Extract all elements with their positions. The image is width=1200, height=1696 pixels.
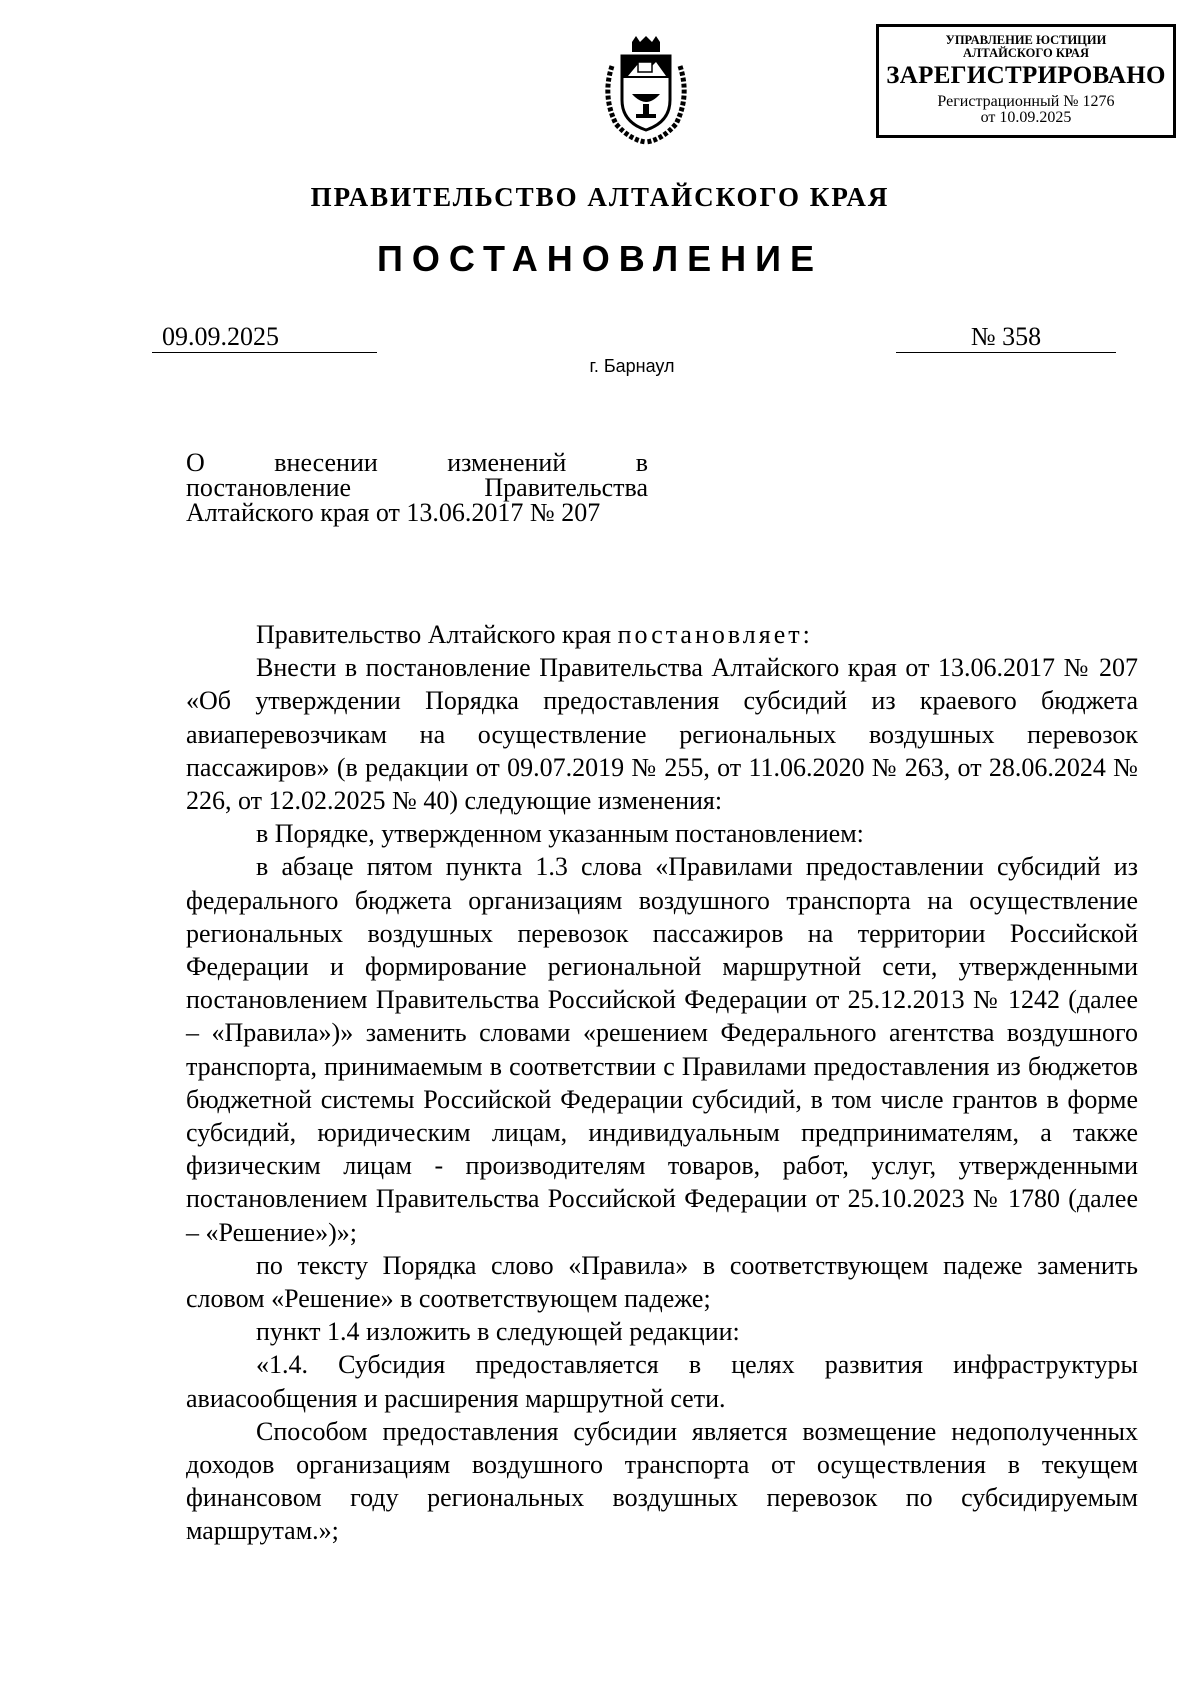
coat-of-arms-emblem xyxy=(598,36,694,146)
document-number: № 358 xyxy=(896,322,1116,353)
subject-line: Алтайского края от 13.06.2017 № 207 xyxy=(186,498,601,527)
document-body xyxy=(186,618,1138,1548)
intro-keyword: постановляет xyxy=(617,620,803,649)
intro-colon: : xyxy=(802,620,810,649)
body-paragraph: пункт 1.4 изложить в следующей редакции: xyxy=(256,1317,740,1347)
body-paragraph: в Порядке, утвержденном указанным постановлением: xyxy=(256,819,864,849)
document-city: г. Барнаул xyxy=(589,356,675,376)
body-paragraph: Внести в постановление Правительства Алтайского края от 13.06.2017 № 207 «Об утверждении Порядка предоставления субсидий из краевого бюджета авиаперевозчикам на осуществление региональных воздушных перевозок пассажиров» (в редакции от 09.07.2019 № 255, от 11.06.2020 № 263, от 28.06.2024 № 226, от 12.02.2025 № 40) следующие изменения: xyxy=(186,653,1138,816)
body-intro xyxy=(186,618,1138,651)
registration-stamp xyxy=(876,24,1176,138)
subject-line: постановление Правительства xyxy=(186,473,648,502)
stamp-registration-number: Регистрационный № 1276 xyxy=(937,92,1115,110)
stamp-authority-line1: УПРАВЛЕНИЕ ЮСТИЦИИ xyxy=(945,33,1107,47)
body-paragraph: «1.4. Субсидия предоставляется в целях развития инфраструктуры авиасообщения и расширения маршрутной сети. xyxy=(186,1350,1138,1413)
body-paragraph: по тексту Порядка слово «Правила» в соответствующем падеже заменить словом «Решение» в соответствующем падеже; xyxy=(186,1250,1138,1314)
document-type-title: ПОСТАНОВЛЕНИЕ xyxy=(377,238,823,279)
subject-line: О внесении изменений в xyxy=(186,448,648,477)
intro-prefix: Правительство Алтайского края xyxy=(256,620,618,649)
stamp-registration-date: от 10.09.2025 xyxy=(980,109,1072,127)
government-title: ПРАВИТЕЛЬСТВО АЛТАЙСКОГО КРАЯ xyxy=(310,182,890,212)
stamp-status: ЗАРЕГИСТРИРОВАНО xyxy=(886,62,1166,90)
body-paragraph: в абзаце пятом пункта 1.3 слова «Правилами предоставлении субсидий из федерального бюджета организациям воздушного транспорта на осуществление региональных воздушных перевозок пассажиров на территории Российской Федерации и формирование региональной маршрутной сети, утвержденными постановлением Правительства Российской Федерации от 25.12.2013 № 1242 (далее – «Правила»)» заменить словами «решением Федерального агентства воздушного транспорта, принимаемым в соответствии с Правилами предоставления из бюджетов бюджетной системы Российской Федерации субсидий, в том числе грантов в форме субсидий, юридическим лицам, индивидуальным предпринимателям, а также физическим лицам - производителям товаров, работ, услуг, утвержденными постановлением Правительства Российской Федерации от 25.10.2023 № 1780 (далее – «Решение»)»; xyxy=(186,852,1138,1247)
stamp-authority-line2: АЛТАЙСКОГО КРАЯ xyxy=(963,46,1089,61)
document-date: 09.09.2025 xyxy=(152,322,377,353)
body-paragraph: Способом предоставления субсидии является возмещение недополученных доходов организациям воздушного транспорта от осуществления в текущем финансовом году региональных воздушных перевозок по субсидируемым маршрутам.»; xyxy=(186,1416,1138,1546)
document-subject xyxy=(186,450,648,525)
